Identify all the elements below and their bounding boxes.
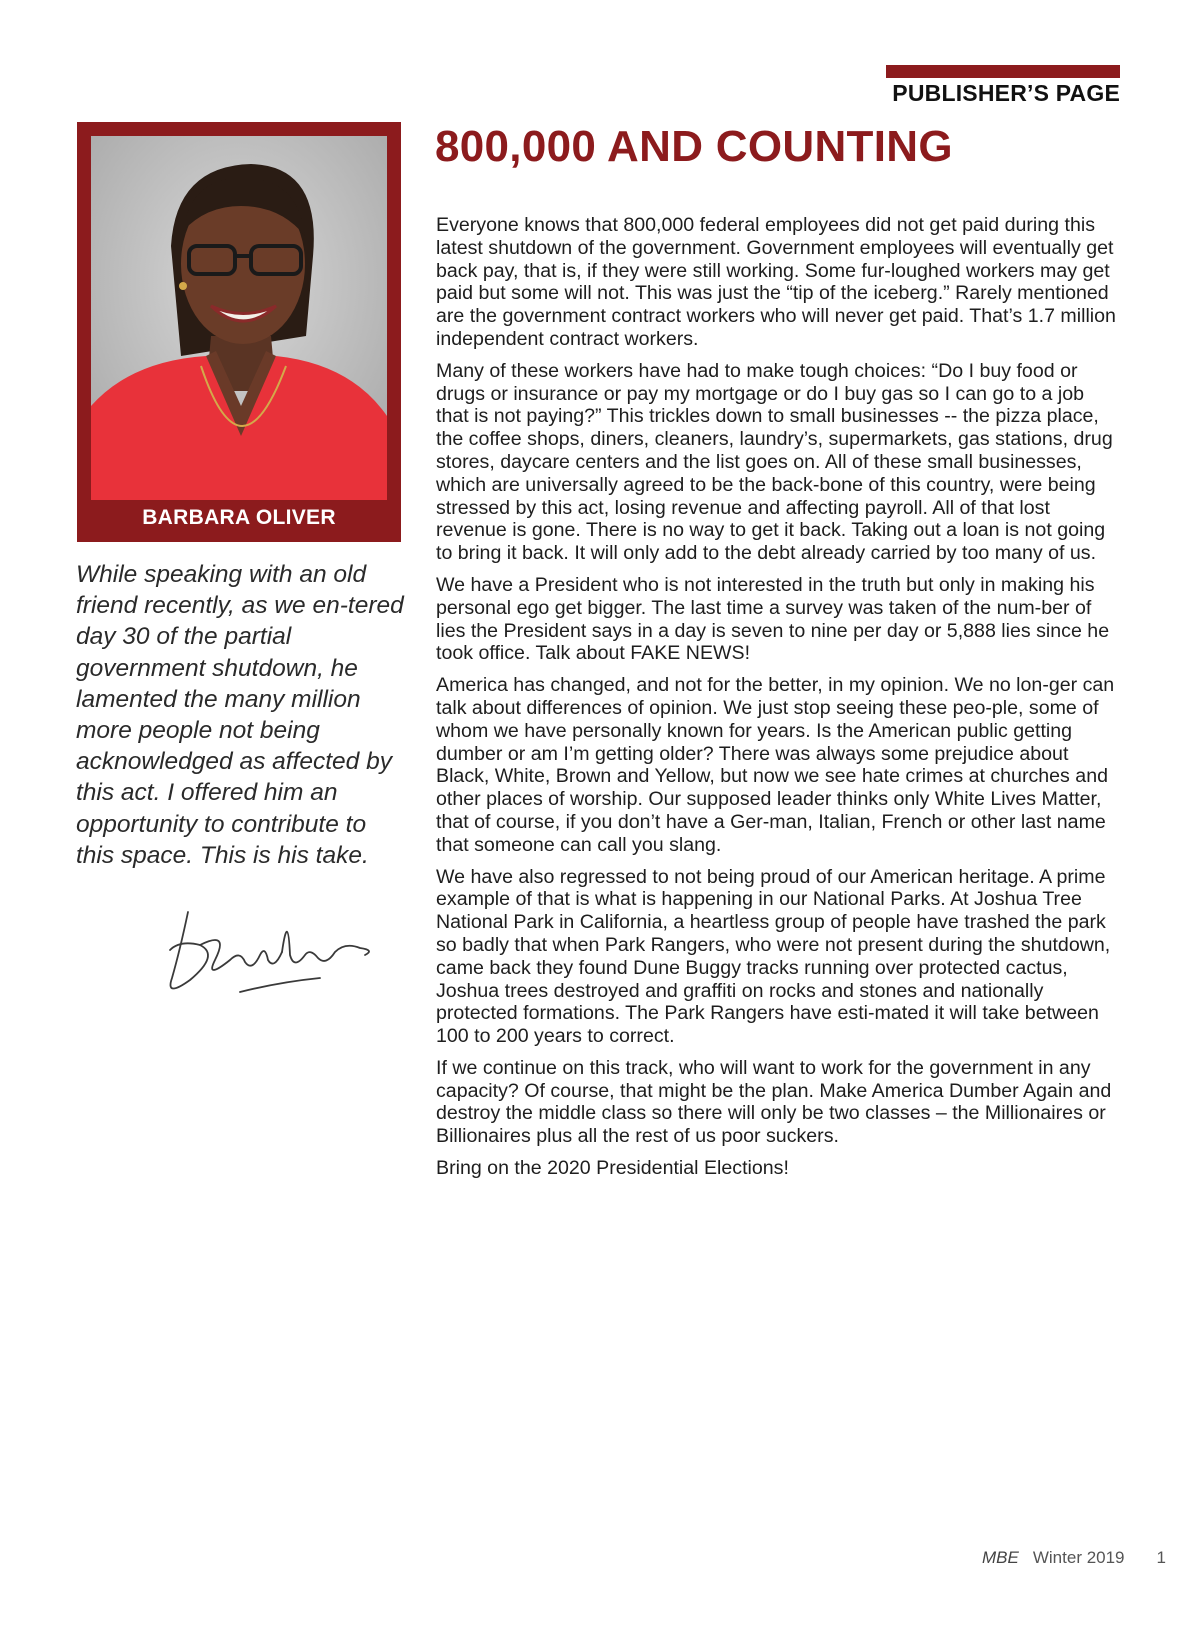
article-paragraph: Everyone knows that 800,000 federal employees did not get paid during this latest shutdown of the government. Government employees will eventually get back pay, that is, if they were still working. Some fur-loughed workers may get paid but some will not. This was just the “tip of the iceberg.” Rarely mentioned are the government contract workers who will never get paid. That’s 1.7 million independent contract workers. (436, 214, 1116, 350)
article-paragraph: America has changed, and not for the better, in my opinion. We no lon-ger can talk about differences of opinion. We just stop seeing these peo-ple, some of whom we have personally known for years. Is the American public getting dumber or am I’m getting older? There was always some prejudice about Black, White, Brown and Yellow, but now we see hate crimes at churches and other places of worship. Our supposed leader thinks only White Lives Matter, that of course, if you don’t have a Ger-man, Italian, French or other last name that someone can call you slang. (436, 674, 1115, 856)
author-portrait-photo (91, 136, 387, 500)
author-name-caption: BARBARA OLIVER (142, 506, 336, 529)
article-paragraph: Many of these workers have had to make tough choices: “Do I buy food or drugs or insurance or pay my mortgage or do I buy gas so I can go to a job that is not paying?” This trickles down to small businesses -- the pizza place, the coffee shops, diners, cleaners, laundry’s, supermarkets, gas stations, drug stores, daycare centers and the list goes on. All of these small businesses, which are universally agreed to be the back-bone of this country, were being stressed by this act, losing revenue and affecting payroll. All of that lost revenue is gone. There is no way to get it back. Taking out a loan is not going to bring it back. It will only add to the debt already carried by too many of us. (436, 359, 1113, 565)
issue-label: Winter 2019 (1032, 1548, 1125, 1567)
author-photo-frame (77, 122, 401, 542)
section-label: PUBLISHER’S PAGE (892, 80, 1120, 106)
article-headline: 800,000 AND COUNTING (435, 122, 953, 171)
intro-text: While speaking with an old friend recently, as we en-tered day 30 of the partial government shutdown, he lamented the many million more people not being acknowledged as affected by this act. I offered him an opportunity to contribute to this space. This is his take. (76, 561, 404, 869)
section-accent-bar (886, 65, 1120, 78)
page-footer (940, 1548, 1166, 1568)
handwritten-signature-icon (160, 900, 390, 1000)
article-paragraph: If we continue on this track, who will want to work for the government in any capacity? Of course, that might be the plan. Make America Dumber Again and destroy the middle class so there will only be two classes – the Millionaires or Billionaires plus all the rest of us poor suckers. (436, 1056, 1112, 1148)
article-paragraph: Bring on the 2020 Presidential Elections! (436, 1157, 789, 1180)
magazine-name: MBE (982, 1548, 1019, 1567)
article-paragraph: We have also regressed to not being proud of our American heritage. A prime example of that is what is happening in our National Parks. At Joshua Tree National Park in California, a heartless group of people have trashed the park so badly that when Park Rangers, who were not present during the shutdown, came back they found Dune Buggy tracks running over protected cactus, Joshua trees destroyed and graffiti on rocks and stones and nationally protected formations. The Park Rangers have esti-mated it will take between 100 to 200 years to correct. (436, 865, 1111, 1048)
article-body (436, 214, 1119, 1189)
article-paragraph: We have a President who is not interested in the truth but only in making his personal ego get bigger. The last time a survey was taken of the num-ber of lies the President says in a day is seven to nine per day or 5,888 lies since he took office. Talk about FAKE NEWS! (436, 573, 1110, 665)
page-number: 1 (1156, 1548, 1166, 1567)
